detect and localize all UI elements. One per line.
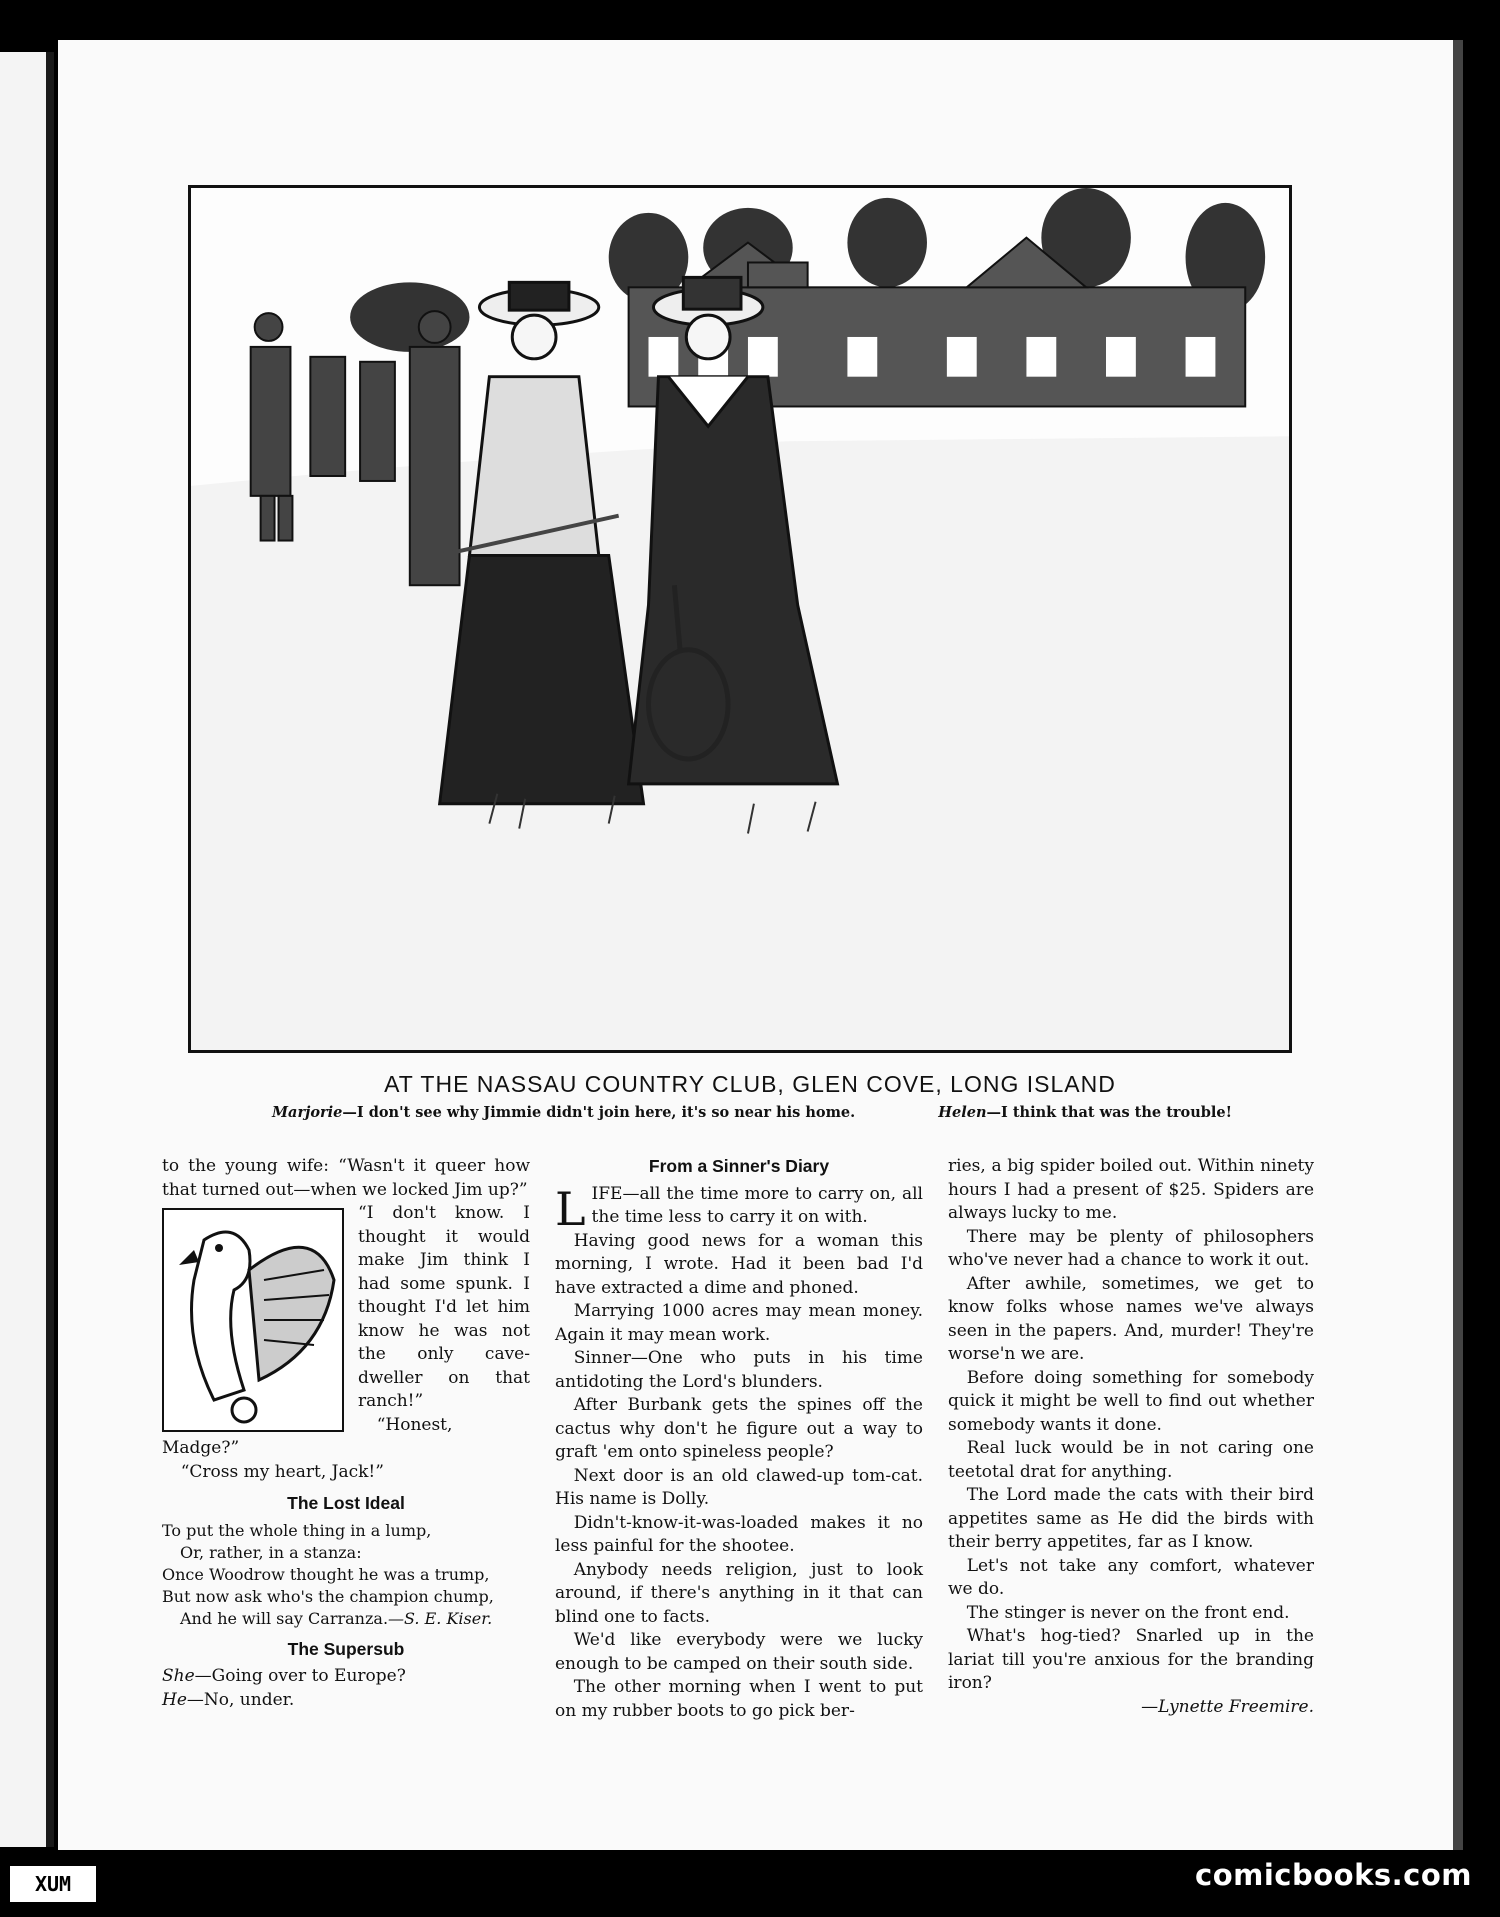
speaker-she: She bbox=[162, 1666, 195, 1686]
diary-para: Anybody needs religion, just to look around, if there's anything in it that can blind one to facts. bbox=[555, 1559, 923, 1627]
col1-reply: “I don't know. I thought it would make Jim think I had some spunk. I thought I'd let him know he was not the only cave-dweller on that ranch!” bbox=[358, 1203, 530, 1411]
helen-line: —I think that was the trouble! bbox=[986, 1104, 1232, 1121]
watermark-brand: comicbooks.com bbox=[1195, 1858, 1472, 1892]
eagle-icon bbox=[162, 1208, 344, 1432]
diary-para: Sinner—One who puts in his time antidoting the Lord's blunders. bbox=[555, 1348, 923, 1392]
heading-lost-ideal: The Lost Ideal bbox=[287, 1493, 405, 1513]
poem-line-last bbox=[162, 1608, 530, 1630]
facing-page-edge bbox=[0, 52, 48, 1847]
marjorie-line: —I don't see why Jimmie didn't join here, it's so near his home. bbox=[342, 1104, 856, 1121]
column-3 bbox=[948, 1155, 1314, 1719]
column-2 bbox=[555, 1155, 923, 1723]
illustration-country-club bbox=[188, 185, 1292, 1053]
illustration-drawing bbox=[191, 188, 1289, 1050]
diary-para: The Lord made the cats with their bird appetites same as He did the birds with their berry appetites, far as I know. bbox=[948, 1485, 1314, 1552]
diary-para: After Burbank gets the spines off the cactus why don't he figure out a way to graft 'em onto spineless people? bbox=[555, 1395, 923, 1462]
caption-helen bbox=[938, 1104, 1232, 1121]
diary-para: After awhile, sometimes, we get to know folks whose names we've always seen in the papers. And, murder! They're worse'n we are. bbox=[948, 1273, 1314, 1364]
diary-para: Having good news for a woman this morning, I wrote. Had it been bad I'd have extracted a dime and phoned. bbox=[555, 1230, 923, 1298]
col1-honest: “Honest, Madge?” bbox=[162, 1414, 453, 1458]
diary-text: IFE—all the time more to carry on, all the time less to carry it on with. bbox=[591, 1183, 923, 1227]
diary-para: We'd like everybody were we lucky enough to be camped on their south side. bbox=[555, 1630, 923, 1674]
diary-para: There may be plenty of philosophers who've never had a chance to work it out. bbox=[948, 1226, 1314, 1270]
diary-para: The other morning when I went to put on my rubber boots to go pick ber- bbox=[555, 1677, 923, 1721]
col1-cross: “Cross my heart, Jack!” bbox=[180, 1461, 384, 1482]
diary-credit: —Lynette Freemire. bbox=[1141, 1696, 1314, 1717]
poem-line: Once Woodrow thought he was a trump, bbox=[162, 1564, 490, 1584]
diary-para: Marrying 1000 acres may mean money. Again it may mean work. bbox=[555, 1301, 923, 1345]
diary-para-first bbox=[555, 1181, 923, 1236]
poem-lost-ideal bbox=[162, 1520, 530, 1630]
heading-sinners-diary: From a Sinner's Diary bbox=[648, 1156, 830, 1176]
diary-para: The stinger is never on the front end. bbox=[966, 1602, 1290, 1623]
caption-marjorie bbox=[272, 1104, 855, 1121]
column-1 bbox=[162, 1155, 530, 1712]
diary-para: Real luck would be in not caring one teetotal drat for anything. bbox=[948, 1438, 1314, 1482]
he-line: —No, under. bbox=[186, 1689, 295, 1710]
she-line: —Going over to Europe? bbox=[194, 1666, 406, 1686]
diary-para-last: What's hog-tied? Snarled up in the lariat till you're anxious for the branding iron? bbox=[948, 1626, 1314, 1693]
diary-para: Next door is an old clawed-up tom-cat. His name is Dolly. bbox=[555, 1465, 923, 1509]
drop-cap: L bbox=[555, 1181, 586, 1236]
caption-dialogue bbox=[272, 1104, 1232, 1121]
speaker-marjorie: Marjorie bbox=[272, 1104, 343, 1121]
diary-para: Didn't-know-it-was-loaded makes it no less painful for the shootee. bbox=[555, 1512, 923, 1556]
poem-line: Or, rather, in a stanza: bbox=[180, 1542, 362, 1562]
diary-continuation: ries, a big spider boiled out. Within ninety hours I had a present of $25. Spiders are always lucky to me. bbox=[948, 1156, 1314, 1223]
poem-line: But now ask who's the champion chump, bbox=[162, 1586, 494, 1606]
heading-supersub: The Supersub bbox=[287, 1638, 405, 1659]
caption-title: AT THE NASSAU COUNTRY CLUB, GLEN COVE, LONG ISLAND bbox=[384, 1071, 1116, 1097]
scan-badge: XUM bbox=[10, 1866, 96, 1902]
col1-intro: to the young wife: “Wasn't it queer how that turned out—when we locked Jim up?” bbox=[162, 1156, 530, 1200]
diary-para: Before doing something for somebody quick it might be well to find out whether somebody wants it done. bbox=[948, 1367, 1314, 1435]
poem-line: And he will say Carranza. bbox=[180, 1608, 389, 1628]
speaker-helen: Helen bbox=[938, 1104, 987, 1121]
eagle-drawing bbox=[164, 1210, 342, 1430]
supersub-she bbox=[162, 1665, 530, 1689]
diary-para: Let's not take any comfort, whatever we do. bbox=[948, 1555, 1314, 1599]
supersub-he bbox=[162, 1689, 530, 1713]
poem-credit: —S. E. Kiser. bbox=[388, 1608, 493, 1628]
poem-line: To put the whole thing in a lump, bbox=[162, 1520, 432, 1540]
speaker-he: He bbox=[162, 1689, 187, 1710]
